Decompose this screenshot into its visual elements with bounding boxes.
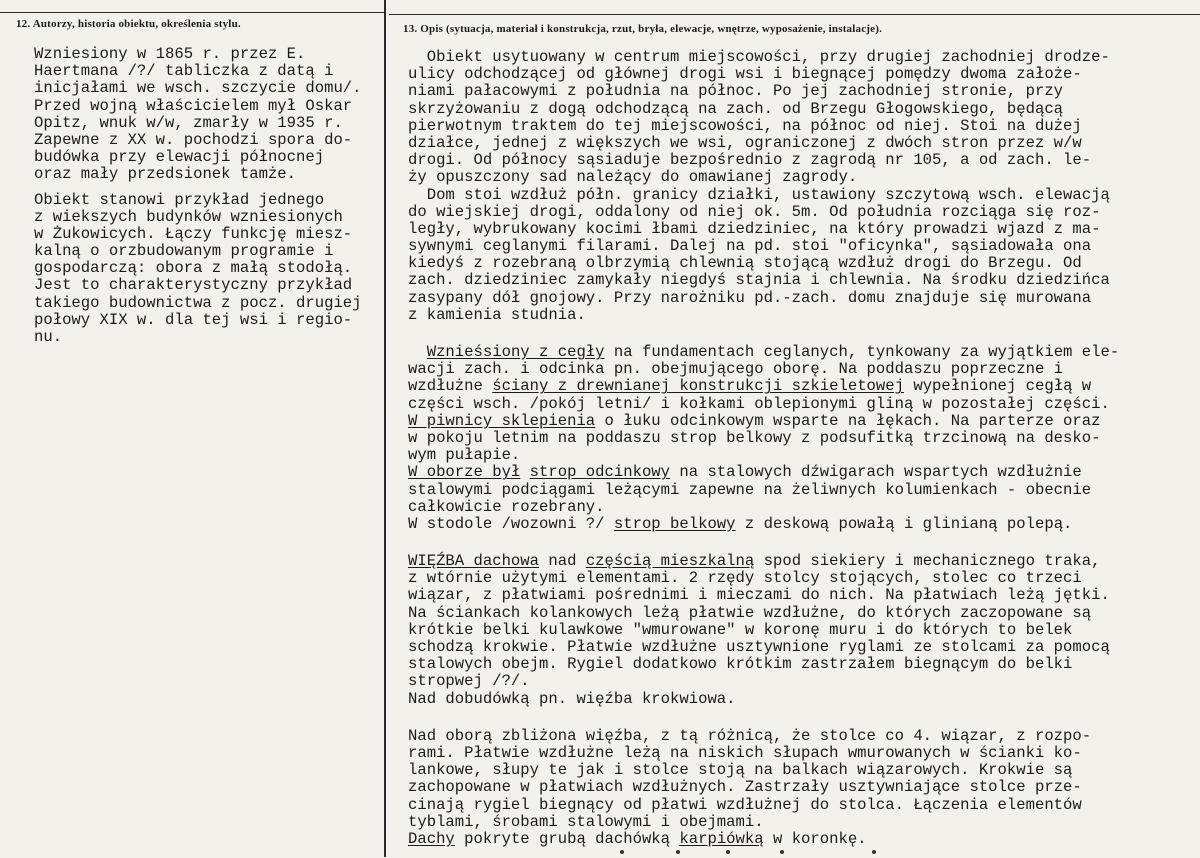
text-line: zach. dziedziniec zamykały niegdyś stajnia i chlewnia. Na środku dziedzińca <box>408 271 1110 290</box>
text-line: kiedyś z rozebraną olbrzymią chlewnią stojącą wzdłuż drogi do Brzegu. Od <box>408 254 1082 273</box>
text-line: cinają rygiel biegnący od płatwi wzdłużnej do stolca. Łączenia elementów <box>408 795 1082 814</box>
text-line: Wznieśsiony z cegły na fundamentach ceglanych, tynkowany za wyjątkiem ele- <box>426 343 1120 361</box>
text-line: w pokoju letnim na poddaszu strop belkowy z podsufitką trzcinową na desko- <box>408 428 1101 447</box>
text-line: Zapewne z XX w. pochodzi spora do- <box>34 130 353 149</box>
text-line: lankowe, słupy te jak i stolce stoją na balkach wiązarowych. Krokwie są <box>408 761 1073 780</box>
text-line: zachopowane w płatwiach wzdłużnych. Zastrzały usztywniające stolce prze- <box>408 778 1082 797</box>
text-line: Dom stoi wzdłuż półn. granicy działki, ustawiony szczytową wsch. elewacją <box>408 185 1110 204</box>
text-line: stalowymi podciągami leżącymi zapewne na żeliwnych kolumienkach - obecnie <box>408 480 1092 499</box>
text-line: Obiekt usytuowany w centrum miejscowości, przy drugiej zachodniej drodze- <box>408 48 1110 66</box>
text-line: stropwej /?/. <box>408 672 530 691</box>
text-line: kalną o orzbudowanym programie i <box>34 242 334 261</box>
left-header-rule <box>0 12 384 13</box>
text-line: Na ściankach kolankowych leżą płatwie wzdłużne, do których zaczopowane są <box>408 603 1092 622</box>
text-line: Przed wojną właścicielem mył Oskar <box>34 96 353 115</box>
section-12-header: 12. Autorzy, historia obiektu, określenia stylu. <box>16 18 241 30</box>
text-line: schodzą krokwie. Płatwie wzdłużne usztywnione ryglami ze stolcami za pomocą <box>408 638 1110 656</box>
text-line: Dachy pokryte grubą dachówką karpiówką w koronkę. <box>408 829 867 848</box>
text-line: pierwotnym traktem do tej miejscowości, na północ od niej. Stoi na dużej <box>408 116 1082 135</box>
text-line: Opitz, wnuk w/w, zmarły w 1935 r. <box>34 113 343 132</box>
text-line: działce, jednej z większych we wsi, ograniczonej z dwóch stron przez w/w <box>408 133 1082 152</box>
text-line: wacji zach. i odcinka pn. obejmującego oborę. Na poddaszu poprzeczne i <box>408 360 1064 379</box>
text-line: W oborze był strop odcinkowy na stalowych dźwigarach wspartych wzdłużnie <box>408 463 1082 482</box>
text-line: z wiekszych budynków wzniesionych <box>34 207 343 226</box>
text-line: Nad oborą zbliżona więźba, z tą różnicą, że stolce co 4. wiązar, z rozpo- <box>408 726 1092 745</box>
text-line: Jest to charakterystyczny przykład <box>34 276 353 295</box>
text-line: budówka przy elewacji północnej <box>34 148 325 167</box>
text-line: zasypany dół gnojowy. Przy narożniku pd.-zach. domu znajduje się murowana <box>408 288 1092 307</box>
text-line: stalowych obejm. Rygiel dodatkowo krótkim zastrzałem biegnącym do belki <box>408 655 1073 674</box>
text-line: Wzniesiony w 1865 r. przez E. <box>34 45 306 63</box>
text-line: sywnymi ceglanymi filarami. Dalej na pd. stoi "oficynka", sąsiadowała ona <box>408 237 1092 256</box>
text-line: części wsch. /pokój letni/ i kołkami oblepionymi gliną w pozostałej części. <box>408 394 1110 413</box>
text-line: całkowicie rozebrany. <box>408 497 605 516</box>
text-line: wiązar, z płatwiami pośrednimi i mieczami do nich. Na płatwiach leżą jętki. <box>408 586 1110 605</box>
right-column <box>389 0 1200 857</box>
section-13-text <box>408 49 1119 848</box>
text-line: legły, wybrukowany kocimi łbami dziedziniec, na który prowadzi wjazd z ma- <box>408 219 1101 238</box>
column-divider <box>384 0 386 857</box>
text-line: ulicy odchodzącej od głównej drogi wsi i biegnącej pomędzy dwoma założe- <box>408 65 1082 84</box>
left-column <box>0 0 384 857</box>
section-13-header: 13. Opis (sytuacja, materiał i konstrukcja, rzut, bryła, elewacje, wnętrze, wyposażenie, instalacje). <box>403 23 883 35</box>
text-line: skrzyżowaniu z dogą odchodzącą na zach. od Brzegu Głogowskiego, będącą <box>408 99 1064 118</box>
text-line: oraz mały przedsionek tamże. <box>34 165 297 184</box>
text-line: wzdłużne ściany z drewnianej konstrukcji szkieletowej wypełnionej cegłą w <box>408 377 1092 396</box>
text-line: z wtórnie użytymi elementami. 2 rzędy stolcy stojących, stolec co trzeci <box>408 569 1082 588</box>
text-line: połowy XIX w. dla tej wsi i regio- <box>34 310 353 329</box>
text-line: krótkie belki kulawkowe "wmurowane" w koronę muru i do których to belek <box>408 620 1073 639</box>
text-line: w Żukowicych. Łączy funkcję miesz- <box>34 224 353 243</box>
text-line: ży opuszczony sad należący do omawianej zagrody. <box>408 168 858 187</box>
text-line: wym pułapie. <box>408 446 521 465</box>
text-line: W piwnicy sklepienia o łuku odcinkowym wsparte na łękach. Na parterze oraz <box>408 411 1101 430</box>
text-line: nu. <box>34 328 63 346</box>
text-line: rami. Płatwie wzdłużne leżą na niskich słupach wmurowanych w ścianki ko- <box>408 743 1082 762</box>
section-12-text <box>34 46 362 346</box>
text-line: drogi. Od północy sąsiaduje bezpośrednio z zagrodą nr 105, a od zach. le- <box>408 151 1092 170</box>
text-line: Obiekt stanowi przykład jednego <box>34 190 325 209</box>
text-line: do wiejskiej drogi, oddalony od niej ok. 5m. Od południa rozciąga się roz- <box>408 202 1101 221</box>
text-line: WIĘŹBA dachowa nad częścią mieszkalną spod siekiery i mechanicznego traka, <box>408 552 1101 571</box>
text-line: niami pałacowymi z południa na północ. Po jej zachodniej stronie, przy <box>408 82 1064 101</box>
text-line: Nad dobudówką pn. więźba krokwiowa. <box>408 689 736 708</box>
text-line: takiego budownictwa z pocz. drugiej <box>34 293 362 312</box>
text-line: W stodole /wozowni ?/ strop belkowy z deskową powałą i glinianą polepą. <box>408 514 1073 533</box>
text-line: z kamienia studnia. <box>408 305 586 324</box>
text-line: gospodarczą: obora z małą stodołą. <box>34 259 353 278</box>
text-line: tyblami, śrobami stalowymi i obejmami. <box>408 812 764 831</box>
text-line: inicjałami we wsch. szczycie domu/. <box>34 79 362 98</box>
right-header-rule <box>389 14 1200 15</box>
text-line: Haertmana /?/ tabliczka z datą i <box>34 62 334 81</box>
